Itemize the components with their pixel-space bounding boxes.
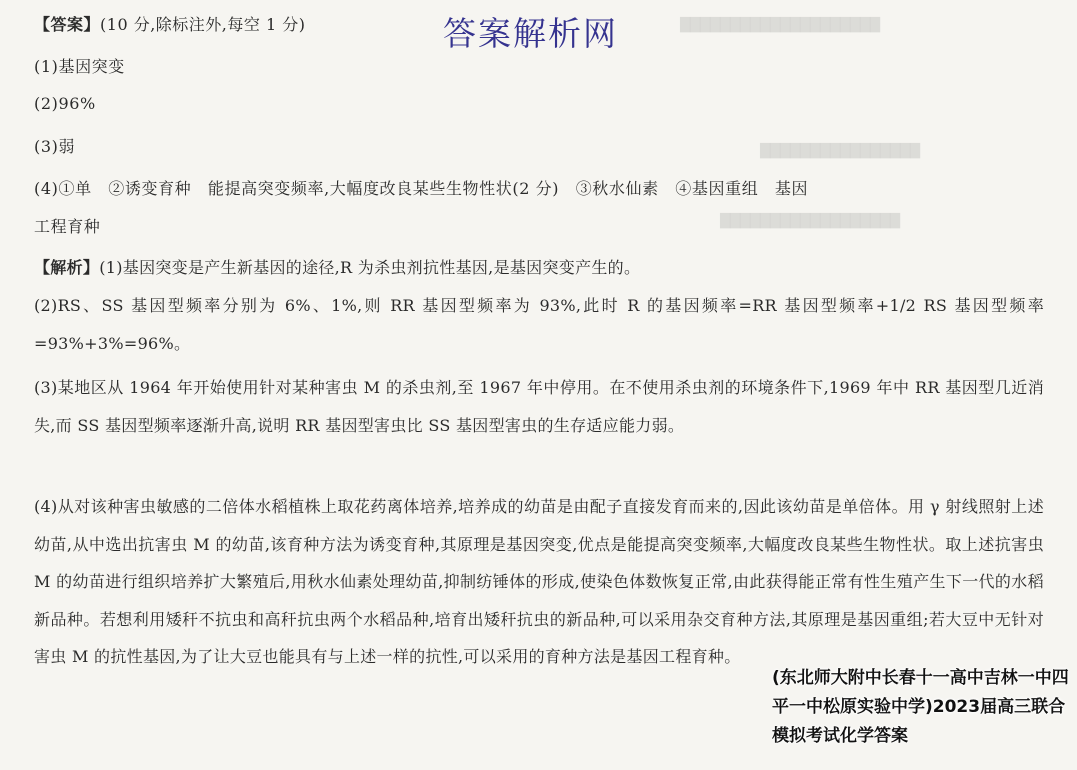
answer-label: 【答案】 [34, 15, 101, 34]
analysis-text-1: (1)基因突变是产生新基因的途径,R 为杀虫剂抗性基因,是基因突变产生的。 [99, 258, 641, 277]
analysis-paragraph-4: (4)从对该种害虫敏感的二倍体水稻植株上取花药离体培养,培养成的幼苗是由配子直接发育而来的,因此该幼苗是单倍体。用 γ 射线照射上述幼苗,从中选出抗害虫 M 的幼苗,该育种方法为诱变育种,其原理是基因突变,优点是能提高突变频率,大幅度改良某些生物性状。取上述抗害虫 M 的幼苗进行组织培养扩大繁殖后,用秋水仙素处理幼苗,抑制纺锤体的形成,使染色体数恢复正常,由此获得能正常有性生殖产生下一代的水稻新品种。若想利用矮秆不抗虫和高秆抗虫两个水稻品种,培育出矮秆抗虫的新品种,可以采用杂交育种方法,其原理是基因重组;若大豆中无针对害虫 M 的抗性基因,为了让大豆也能具有与上述一样的抗性,可以采用的育种方法是基因工程育种。 [34, 497, 1044, 666]
answer-line-3: (3)弱 [34, 137, 76, 156]
site-watermark: 答案解析网 [443, 14, 618, 53]
analysis-paragraph-1 [34, 249, 1044, 287]
answer-line-4-continued: 工程育种 [34, 217, 101, 236]
answer-line-1: (1)基因突变 [34, 57, 125, 76]
analysis-paragraph-2: (2)RS、SS 基因型频率分别为 6%、1%,则 RR 基因型频率为 93%,此时 R 的基因频率=RR 基因型频率+1/2 RS 基因型频率=93%+3%=96%。 [34, 296, 1044, 353]
answer-line-4: (4)①单 ②诱变育种 能提高突变频率,大幅度改良某些生物性状(2 分) ③秋水仙素 ④基因重组 基因 [34, 179, 809, 198]
analysis-paragraph-3: (3)某地区从 1964 年开始使用针对某种害虫 M 的杀虫剂,至 1967 年中停用。在不使用杀虫剂的环境条件下,1969 年中 RR 基因型几近消失,而 SS 基因型频率逐渐升高,说明 RR 基因型害虫比 SS 基因型害虫的生存适应能力弱。 [34, 378, 1044, 435]
analysis-label: 【解析】 [34, 258, 100, 277]
answer-line-2: (2)96% [34, 94, 96, 113]
score-note: (10 分,除标注外,每空 1 分) [100, 15, 306, 34]
source-caption-overlay: (东北师大附中长春十一高中吉林一中四平一中松原实验中学)2023届高三联合模拟考试化学答案 [772, 668, 1069, 746]
answer-header [34, 12, 305, 35]
